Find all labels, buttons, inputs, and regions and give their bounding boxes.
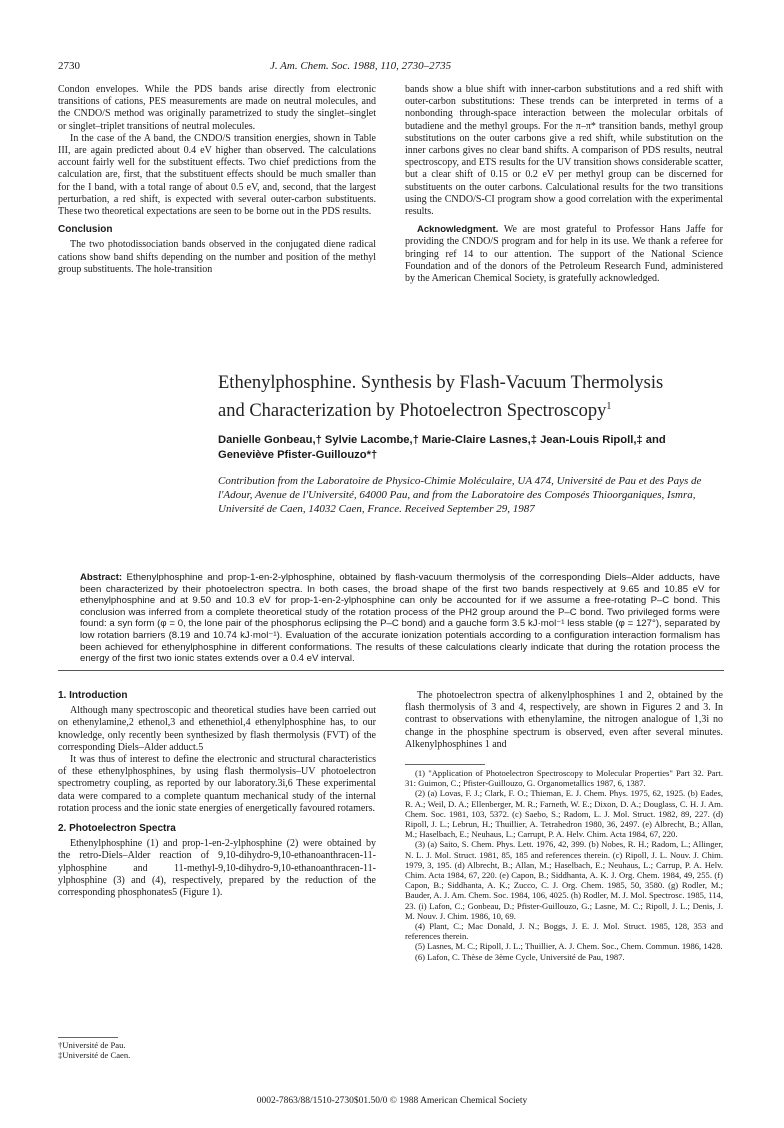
affiliation-footnotes: [58, 1040, 358, 1060]
section-heading: 2. Photoelectron Spectra: [58, 823, 176, 835]
acknowledgment-heading: Acknowledgment.: [417, 224, 499, 236]
acknowledgment-text: We are most grateful to Professor Hans Jaffe for providing the CNDO/S program and for help in its use. We thank a referee for bringing ref 14 to our attention. The support of the National Science Foundation and of the donors of the Petroleum Research Fund, administered by the American Chemical Society, is gratefully acknowledged.: [405, 224, 723, 285]
abstract: [80, 572, 720, 665]
running-head: J. Am. Chem. Soc. 1988, 110, 2730–2735: [270, 60, 452, 72]
paragraph: Although many spectroscopic and theoretical studies have been carried out on ethenylamine,2 ethenol,3 and ethenethiol,4 ethenylphosphine has, to our knowledge, only recently been synthesized by flash thermolysis (FVT) of the corresponding Diels–Alder adduct.5: [58, 705, 376, 753]
article-left-column: [58, 690, 376, 899]
article-right-column: [405, 690, 723, 751]
copyright-footer: 0002-7863/88/1510-2730$01.50/0 © 1988 American Chemical Society: [256, 1096, 528, 1106]
reference: (5) Lasnes, M. C.; Ripoll, J. L.; Thuillier, A. J. Chem. Soc., Chem. Commun. 1986, 1428.: [415, 941, 723, 952]
footnote: †Université de Pau.: [58, 1040, 126, 1050]
paragraph: bands show a blue shift with inner-carbon substitutions and a red shift with outer-carbon substitutions: These trends can be interpreted in terms of a nonbonding through-space interaction between the molecular orbitals of butadiene and the methyl groups. For the π–π* transition bands, methyl group substitutions on the outer carbons give a red shift, while substitution on the inner carbons gives no clear band shifts. A comparison of PDS results, neutral spectroscopy, and ETS results for the UV transition shows considerable scatter, but a clear shift of 0.15 or 0.2 eV per methyl group can be discerned for substituents on the outer carbons. Calculational results for the two transitions using the CNDO/S-CI program show a good correlation with the experimental results.: [405, 84, 723, 218]
article-title: [218, 372, 738, 423]
paragraph: Condon envelopes. While the PDS bands arise directly from electronic transitions of cations, PES measurements are made on neutral molecules, and the CNDO/S method was originally parametrized to study the singlet–singlet or singlet–triplet transitions of neutral molecules.: [58, 84, 376, 132]
divider: [58, 670, 724, 671]
conclusion-heading: Conclusion: [58, 224, 113, 236]
reference: (1) "Application of Photoelectron Spectroscopy to Molecular Properties" Part 32. Part. 31: Guimon, C.; Pfister-Guillouzo, G. Organometallics 1987, 6, 1387.: [405, 768, 723, 789]
reference: (2) (a) Lovas, F. J.; Clark, F. O.; Thieman, E. J. Chem. Phys. 1975, 62, 1925. (b) Eades, R. A.; Weil, D. A.; Ellenberger, M. R.; Farneth, W. E.; Dixon, D. A.; Douglass, C. H. J. Am. Chem. Soc. 1981, 103, 5372. (c) Saebo, S.; Radom, L. J. Mol. Struct. 1982, 89, 227. (d) Ripoll, J. L.; Lebrun, H.; Thuillier, A. Tetrahedron 1980, 36, 2497. (e) Albrecht, B.; Allan, M.; Haselbach, E.; Neuhaus, L.; Carrupt, P. A. Helv. Chim. Acta 1984, 67, 220.: [405, 788, 723, 840]
author-list: [218, 433, 728, 463]
footnote: ‡Université de Caen.: [58, 1050, 131, 1060]
abstract-text: Ethenylphosphine and prop-1-en-2-ylphosphine, obtained by flash-vacuum thermolysis of the corresponding Diels–Alder adducts, have been characterized by their photoelectron spectra. In both cases, the broad shape of the first two bands respectively at 9.65 and 10.85 eV for ethenylphosphine and at 9.50 and 10.3 eV for prop-1-en-2-ylphosphine can only be accounted for if we assume a free-rotating P–C bond. This conclusion was inferred from a complete theoretical study of the rotation process of the PH2 group around the P–C bond. Two privileged forms were found: a syn form (φ = 0, the lone pair of the phosphorus eclipsing the P–C bond) and a gauche form 3.5 kJ·mol⁻¹ less stable (φ = 127°), separated by low rotation barriers (8.19 and 10.74 kJ·mol⁻¹). Evaluation of the accurate ionization potentials according to a configuration interaction formalism has been achieved for ethenylphosphine in different conformations. The results of these calculations clearly indicate that during the rotation process the energy of the first two ionic states extends over a 0.4 eV interval.: [80, 572, 720, 665]
paragraph: The two photodissociation bands observed in the conjugated diene radical cations show band shifts depending on the number and position of the methyl group substituents. The hole-transition: [58, 239, 376, 275]
paragraph: It was thus of interest to define the electronic and structural characteristics of these ethenylphosphines, by using flash thermolysis–UV photoelectron spectrometry coupling, as reported by our laboratory.3i,6 These experimental data were compared to a complete quantum mechanical study of the internal rotation process and the ionic state energies of energetically favoured rotamers.: [58, 754, 376, 814]
author-line: Geneviève Pfister-Guillouzo*†: [218, 449, 378, 461]
reference-list: [405, 768, 723, 962]
paragraph: Ethenylphosphine (1) and prop-1-en-2-ylphosphine (2) were obtained by the retro-Diels–Alder reaction of 9,10-dihydro-9,10-ethanoanthracen-11-ylphosphine and 11-methyl-9,10-dihydro-9,10-ethanoanthracen-11-ylphosphine (3) and (4), respectively, prepared by the reduction of the corresponding phosphonates5 (Figure 1).: [58, 838, 376, 899]
title-line: and Characterization by Photoelectron Spectroscopy: [218, 401, 607, 422]
title-footnote-marker: 1: [606, 401, 612, 412]
footnote-divider: [58, 1037, 118, 1038]
contribution-affiliation: Contribution from the Laboratoire de Physico-Chimie Moléculaire, UA 474, Université de Pau et des Pays de l'Adour, Avenue de l'Université, 64000 Pau, and from the Laboratoire des Composés Thioorganiques, Ismra, Université de Caen, 14032 Caen, France. Received September 29, 1987: [218, 475, 702, 515]
paragraph: The photoelectron spectra of alkenylphosphines 1 and 2, obtained by the flash thermolysis of 3 and 4, respectively, are shown in Figures 2 and 3. In contrast to observations with ethenylamine, the nitrogen analogue of 1,3i no change in the phosphine spectrum is observed, even after several minutes. Alkenylphosphines 1 and: [405, 690, 723, 750]
reference: (6) Lafon, C. Thèse de 3ème Cycle, Université de Pau, 1987.: [415, 951, 625, 962]
abstract-label: Abstract:: [80, 572, 123, 583]
page-number: 2730: [58, 60, 80, 72]
previous-article-right-column: [405, 84, 723, 285]
previous-article-left-column: [58, 84, 376, 276]
reference: (3) (a) Saito, S. Chem. Phys. Lett. 1976, 42, 399. (b) Nobes, R. H.; Radom, L.; Allinger, N. L. J. Mol. Struct. 1981, 85, 185 and references therein. (c) Ripoll, J. L. Nouv. J. Chim. 1979, 3, 195. (d) Albrecht, B.; Allan, M.; Haselbach, E.; Neuhaus, L.; Carrup, P. A. Helv. Chim. Acta 1984, 67, 220. (e) Capon, B.; Siddhanta, A. K. J. Org. Chem. 1984, 49, 255. (f) Capon, B.; Siddhanta, A. K.; Zucco, C. J. Org. Chem. 1985, 50, 3580. (g) Rodler, M.; Bauder, A. J. Am. Chem. Soc. 1984, 106, 4025. (h) Rodler, M. J. Mol. Spectrosc. 1985, 114, 23. (i) Lafon, C.; Gonbeau, D.; Pfister-Guillouzo, G.; Lasne, M. C.; Ripoll, J. L.; Denis, J. M. Nouv. J. Chim. 1986, 10, 69.: [405, 839, 723, 921]
reference: (4) Plant, C.; Mac Donald, J. N.; Boggs, J. E. J. Mol. Struct. 1985, 128, 353 and references therein.: [405, 921, 723, 942]
title-line: Ethenylphosphine. Synthesis by Flash-Vacuum Thermolysis: [218, 373, 664, 393]
paragraph: In the case of the A band, the CNDO/S transition energies, shown in Table III, are again predicted about 0.4 eV higher than observed. The calculations account fairly well for the substituent effects. Two chief predictions from the calculation are, first, that the substituent effects should be much smaller than for the I band, with a total range of about 0.5 eV, and, second, that the largest perturbation, a red shift, is expected with several outer-carbon substituents. These two theoretical expectations are seen to be borne out in the PDS results.: [58, 132, 376, 218]
section-heading: 1. Introduction: [58, 690, 128, 701]
reference-divider: [405, 764, 485, 765]
author-line: Danielle Gonbeau,† Sylvie Lacombe,† Marie-Claire Lasnes,‡ Jean-Louis Ripoll,‡ and: [218, 434, 666, 446]
acknowledgment: [405, 224, 723, 285]
